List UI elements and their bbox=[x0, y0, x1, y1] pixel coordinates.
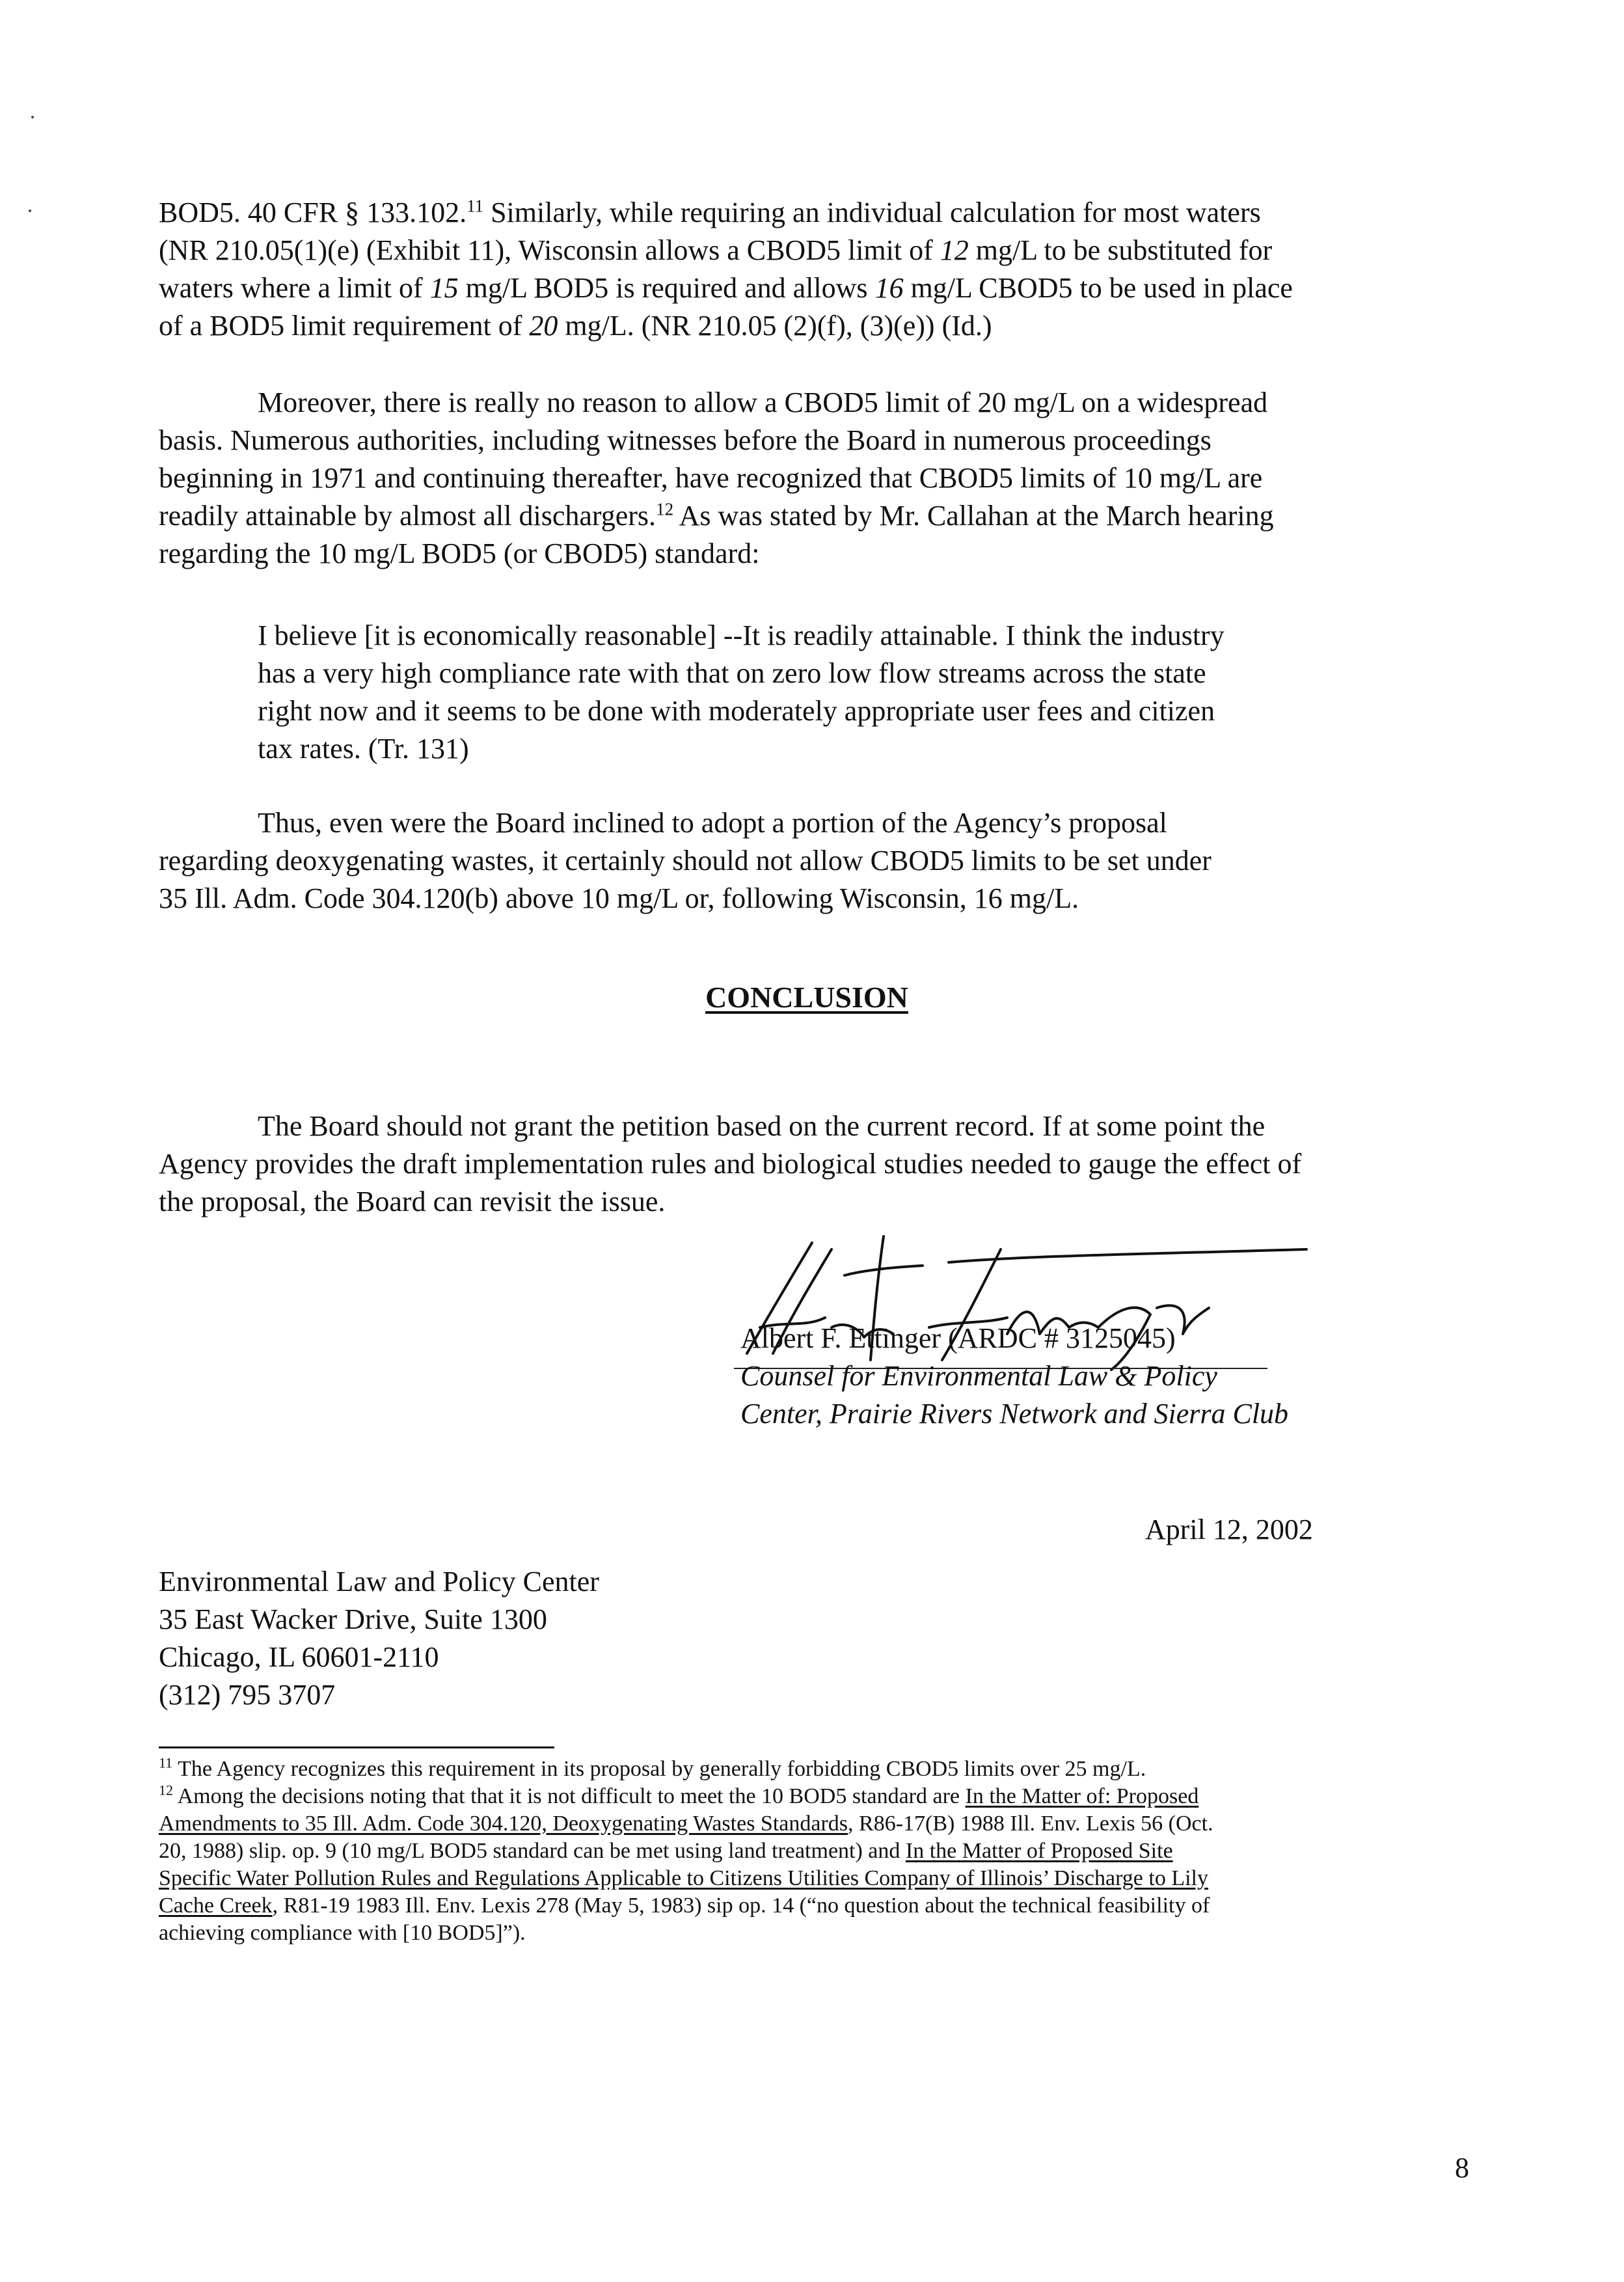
text-line: right now and it seems to be done with moderately appropriate user fees and citizen bbox=[258, 695, 1215, 727]
signer-name: Albert F. Ettinger (ARDC # 3125045) bbox=[740, 1322, 1176, 1354]
page-number: 8 bbox=[1455, 2152, 1469, 2184]
text-line bbox=[159, 497, 1480, 535]
case-citation: Specific Water Pollution Rules and Regulations Applicable to Citizens Utilities Company of Illinois’ Discharge to Lily bbox=[159, 1866, 1208, 1890]
text-line bbox=[159, 232, 1480, 269]
text-line: Thus, even were the Board inclined to adopt a portion of the Agency’s proposal bbox=[258, 807, 1167, 839]
scan-speck bbox=[29, 210, 31, 212]
scan-speck bbox=[31, 116, 34, 118]
text-line: tax rates. (Tr. 131) bbox=[258, 733, 469, 765]
paragraph-moreover bbox=[159, 384, 1480, 573]
address-line: Chicago, IL 60601-2110 bbox=[159, 1641, 439, 1673]
text-run: mg/L to be substituted for bbox=[968, 234, 1273, 266]
text-run: Similarly, while requiring an individual calculation for most waters bbox=[483, 197, 1261, 228]
signer-role: Center, Prairie Rivers Network and Sierra Club bbox=[740, 1398, 1289, 1430]
text-run: of a BOD5 limit requirement of bbox=[159, 310, 530, 342]
address-line: Environmental Law and Policy Center bbox=[159, 1566, 599, 1597]
text-line bbox=[159, 307, 1480, 345]
text-run: mg/L CBOD5 to be used in place bbox=[903, 272, 1293, 304]
text-line: basis. Numerous authorities, including witnesses before the Board in numerous proceedings bbox=[159, 424, 1211, 456]
footnote-number: 12 bbox=[159, 1782, 173, 1799]
heading-text: CONCLUSION bbox=[705, 981, 908, 1014]
block-quote bbox=[258, 617, 1416, 768]
text-run: BOD5. 40 CFR § 133.102. bbox=[159, 197, 467, 228]
text-line: regarding deoxygenating wastes, it certainly should not allow CBOD5 limits to be set under bbox=[159, 845, 1211, 876]
signer-role: Counsel for Environmental Law & Policy bbox=[740, 1360, 1217, 1392]
text-line bbox=[159, 194, 1480, 232]
italic-value: 12 bbox=[940, 234, 969, 266]
text-line bbox=[159, 1892, 1480, 1920]
text-run: As was stated by Mr. Callahan at the March hearing bbox=[673, 500, 1274, 532]
case-citation: In the Matter of Proposed Site bbox=[905, 1839, 1173, 1863]
footnotes bbox=[159, 1756, 1480, 1947]
text-line bbox=[159, 269, 1480, 307]
signature-block bbox=[740, 1320, 1288, 1433]
footnote-ref-12: 12 bbox=[656, 499, 674, 519]
document-date: April 12, 2002 bbox=[1145, 1514, 1313, 1545]
text-run: 20, 1988) slip. op. 9 (10 mg/L BOD5 standard can be met using land treatment) and bbox=[159, 1839, 906, 1863]
text-run: mg/L. (NR 210.05 (2)(f), (3)(e)) (Id.) bbox=[558, 310, 992, 342]
text-line bbox=[159, 1838, 1480, 1865]
text-run: mg/L BOD5 is required and allows bbox=[458, 272, 875, 304]
text-line: regarding the 10 mg/L BOD5 (or CBOD5) standard: bbox=[159, 537, 760, 569]
case-citation: Cache Creek bbox=[159, 1894, 273, 1918]
footnote-number: 11 bbox=[159, 1754, 173, 1771]
text-run: , R81-19 1983 Ill. Env. Lexis 278 (May 5, 1983) sip op. 14 (“no question about the technical feasibility of bbox=[272, 1894, 1210, 1918]
text-line: the proposal, the Board can revisit the issue. bbox=[159, 1186, 666, 1217]
address-line: (312) 795 3707 bbox=[159, 1679, 336, 1711]
text-run: Among the decisions noting that that it is not difficult to meet the 10 BOD5 standard are bbox=[173, 1784, 966, 1808]
footnote-ref-11: 11 bbox=[467, 196, 484, 216]
text-run: , R86-17(B) 1988 Ill. Env. Lexis 56 (Oct. bbox=[848, 1812, 1213, 1836]
text-run: (NR 210.05(1)(e) (Exhibit 11), Wisconsin allows a CBOD5 limit of bbox=[159, 234, 940, 266]
paragraph-thus bbox=[159, 804, 1480, 917]
paragraph-bod5 bbox=[159, 194, 1480, 345]
text-run: The Agency recognizes this requirement in its proposal by generally forbidding CBOD5 limits over 25 mg/L. bbox=[172, 1757, 1146, 1781]
text-line bbox=[159, 1865, 1480, 1892]
italic-value: 20 bbox=[529, 310, 558, 342]
text-run: readily attainable by almost all dischargers. bbox=[159, 500, 656, 532]
address-block bbox=[159, 1563, 599, 1714]
text-line bbox=[159, 1810, 1480, 1838]
footnote-12 bbox=[159, 1783, 1480, 1810]
text-line: Moreover, there is really no reason to allow a CBOD5 limit of 20 mg/L on a widespread bbox=[258, 387, 1268, 418]
address-line: 35 East Wacker Drive, Suite 1300 bbox=[159, 1603, 547, 1635]
paragraph-conclusion bbox=[159, 1107, 1480, 1221]
text-line: has a very high compliance rate with that on zero low flow streams across the state bbox=[258, 657, 1206, 689]
text-line: I believe [it is economically reasonable] --It is readily attainable. I think the industry bbox=[258, 619, 1225, 651]
footnote-divider bbox=[159, 1746, 554, 1748]
case-citation: Amendments to 35 Ill. Adm. Code 304.120, Deoxygenating Wastes Standards bbox=[159, 1812, 848, 1836]
text-line: achieving compliance with [10 BOD5]”). bbox=[159, 1921, 526, 1945]
italic-value: 15 bbox=[429, 272, 459, 304]
text-line: Agency provides the draft implementation rules and biological studies needed to gauge the effect of bbox=[159, 1148, 1302, 1180]
footnote-11 bbox=[159, 1756, 1480, 1783]
italic-value: 16 bbox=[874, 272, 904, 304]
section-heading bbox=[0, 980, 1624, 1014]
text-line: beginning in 1971 and continuing thereafter, have recognized that CBOD5 limits of 10 mg/L are bbox=[159, 462, 1263, 494]
text-line: 35 Ill. Adm. Code 304.120(b) above 10 mg/L or, following Wisconsin, 16 mg/L. bbox=[159, 882, 1079, 914]
text-line: The Board should not grant the petition based on the current record. If at some point the bbox=[258, 1110, 1265, 1142]
case-citation: In the Matter of: Proposed bbox=[965, 1784, 1199, 1808]
text-run: waters where a limit of bbox=[159, 272, 430, 304]
